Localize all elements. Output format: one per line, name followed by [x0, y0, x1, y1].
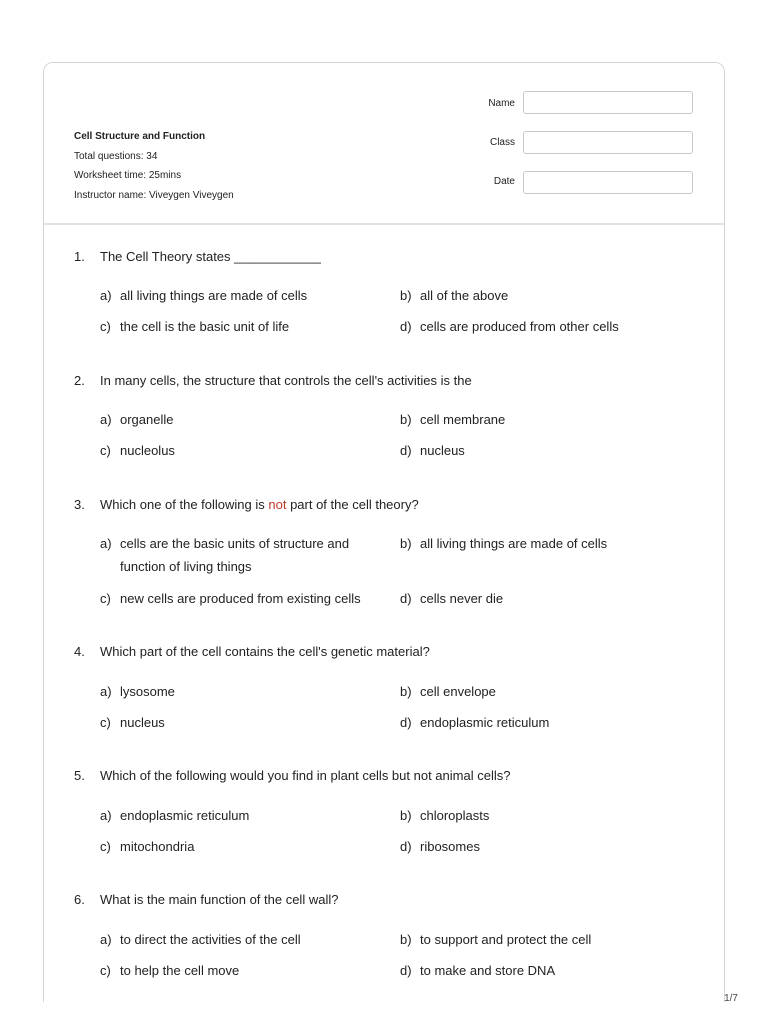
- option-d[interactable]: [400, 711, 549, 734]
- option-b[interactable]: [400, 680, 496, 703]
- question-number: 6.: [74, 892, 85, 907]
- question-text: What is the main function of the cell wall?: [100, 892, 339, 907]
- option-c[interactable]: [100, 587, 361, 610]
- option-letter: c): [100, 839, 111, 854]
- date-field[interactable]: [523, 171, 693, 194]
- question-number: 2.: [74, 373, 85, 388]
- option-d[interactable]: [400, 959, 555, 982]
- question-text-end: part of the cell theory?: [286, 497, 419, 512]
- option-text: cells are produced from other cells: [420, 319, 619, 334]
- question-text: The Cell Theory states ____________: [100, 249, 321, 264]
- option-text: to direct the activities of the cell: [120, 932, 301, 947]
- option-letter: d): [400, 839, 412, 854]
- highlighted-word: not: [268, 497, 287, 512]
- option-a[interactable]: [100, 408, 174, 431]
- option-letter: b): [400, 932, 412, 947]
- option-b[interactable]: [400, 804, 489, 827]
- option-a[interactable]: [100, 928, 301, 951]
- option-letter: c): [100, 319, 111, 334]
- option-text: cells never die: [420, 591, 504, 606]
- option-a[interactable]: [100, 532, 370, 578]
- option-text: cell envelope: [420, 684, 496, 699]
- option-letter: d): [400, 715, 412, 730]
- option-letter: a): [100, 808, 112, 823]
- option-c[interactable]: [100, 835, 194, 858]
- option-a[interactable]: [100, 284, 307, 307]
- option-letter: b): [400, 412, 412, 427]
- option-c[interactable]: [100, 315, 289, 338]
- option-text: nucleolus: [120, 443, 175, 458]
- option-text: nucleus: [120, 715, 165, 730]
- option-text: to make and store DNA: [420, 963, 556, 978]
- worksheet-info: [74, 127, 234, 205]
- option-text: new cells are produced from existing cells: [120, 591, 361, 606]
- option-text: lysosome: [120, 684, 175, 699]
- worksheet-header: [44, 63, 724, 225]
- question-number: 1.: [74, 249, 85, 264]
- option-letter: d): [400, 591, 412, 606]
- option-c[interactable]: [100, 711, 165, 734]
- option-letter: d): [400, 319, 412, 334]
- option-letter: a): [100, 288, 112, 303]
- option-d[interactable]: [400, 315, 619, 338]
- option-text: cells are the basic units of structure and function of living things: [120, 536, 350, 574]
- worksheet-title: Cell Structure and Function: [74, 131, 206, 142]
- option-letter: c): [100, 715, 111, 730]
- worksheet-card: [43, 62, 725, 1002]
- option-c[interactable]: [100, 959, 239, 982]
- question-text: Which part of the cell contains the cell's genetic material?: [100, 644, 430, 659]
- option-letter: a): [100, 536, 112, 551]
- option-letter: b): [400, 684, 412, 699]
- question-text: Which of the following would you find in plant cells but not animal cells?: [100, 768, 511, 783]
- class-label: Class: [489, 137, 515, 148]
- instructor-name: Instructor name: Viveygen Viveygen: [74, 189, 234, 201]
- option-c[interactable]: [100, 439, 175, 462]
- option-text: endoplasmic reticulum: [420, 715, 550, 730]
- question-number: 5.: [74, 768, 85, 783]
- option-b[interactable]: [400, 408, 505, 431]
- option-letter: d): [400, 963, 412, 978]
- option-d[interactable]: [400, 587, 503, 610]
- option-a[interactable]: [100, 804, 249, 827]
- class-field[interactable]: [523, 131, 693, 154]
- option-d[interactable]: [400, 835, 480, 858]
- option-text: ribosomes: [420, 839, 480, 854]
- total-questions: Total questions: 34: [74, 150, 158, 162]
- option-letter: a): [100, 684, 112, 699]
- page-number: 1/7: [724, 993, 738, 1004]
- option-letter: c): [100, 591, 111, 606]
- option-text: chloroplasts: [420, 808, 490, 823]
- option-text: to help the cell move: [120, 963, 240, 978]
- question-text: [100, 497, 419, 512]
- option-letter: b): [400, 808, 412, 823]
- option-a[interactable]: [100, 680, 175, 703]
- option-letter: b): [400, 536, 412, 551]
- option-text: all living things are made of cells: [120, 288, 308, 303]
- option-b[interactable]: [400, 928, 591, 951]
- option-text: endoplasmic reticulum: [120, 808, 250, 823]
- question-number: 3.: [74, 497, 85, 512]
- name-label: Name: [488, 98, 515, 109]
- option-text: organelle: [120, 412, 174, 427]
- option-text: the cell is the basic unit of life: [120, 319, 290, 334]
- option-letter: b): [400, 288, 412, 303]
- option-text: to support and protect the cell: [420, 932, 592, 947]
- option-text: mitochondria: [120, 839, 195, 854]
- option-letter: c): [100, 443, 111, 458]
- option-b[interactable]: [400, 284, 508, 307]
- option-letter: d): [400, 443, 412, 458]
- option-d[interactable]: [400, 439, 465, 462]
- option-letter: c): [100, 963, 111, 978]
- option-text: cell membrane: [420, 412, 506, 427]
- question-number: 4.: [74, 644, 85, 659]
- option-b[interactable]: [400, 532, 607, 555]
- question-text-start: Which one of the following is: [100, 497, 269, 512]
- date-label: Date: [493, 176, 515, 187]
- name-field[interactable]: [523, 91, 693, 114]
- option-letter: a): [100, 412, 112, 427]
- question-text: In many cells, the structure that controls the cell's activities is the: [100, 373, 472, 388]
- option-text: nucleus: [420, 443, 465, 458]
- worksheet-time: Worksheet time: 25mins: [74, 170, 182, 181]
- option-letter: a): [100, 932, 112, 947]
- option-text: all of the above: [420, 288, 509, 303]
- option-text: all living things are made of cells: [420, 536, 608, 551]
